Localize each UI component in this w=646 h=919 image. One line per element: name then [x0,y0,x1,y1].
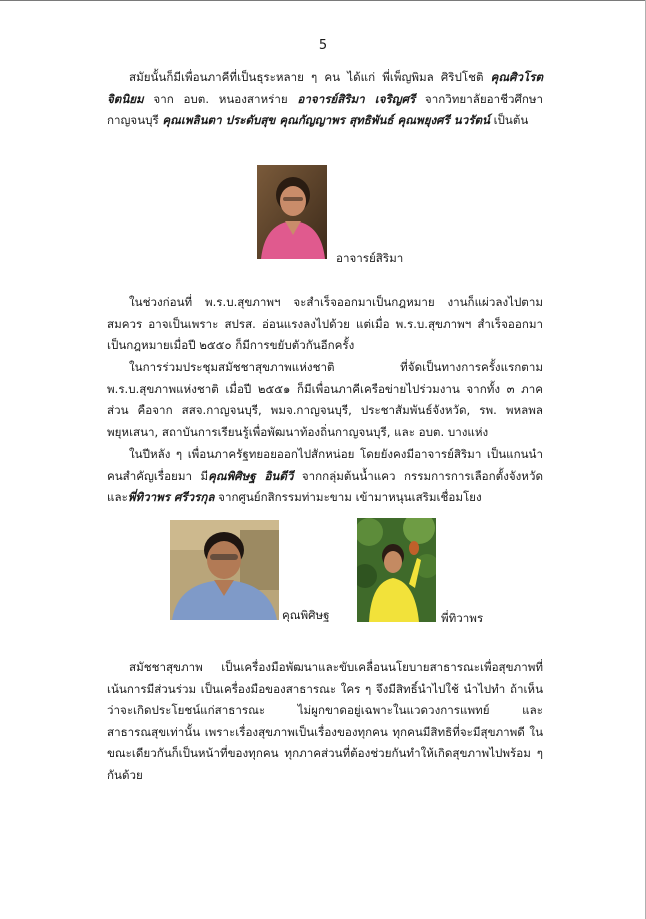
paragraph-2: ในช่วงก่อนที่ พ.ร.บ.สุขภาพฯ จะสำเร็จออกมาเป็นกฎหมาย งานก็แผ่วลงไปตามสมควร อาจเป็นเพราะ สปรส. อ่อนแรงลงไปด้วย แต่เมื่อ พ.ร.บ.สุขภาพฯ สำเร็จออกมาเป็นกฎหมายเมื่อปี ๒๕๕๐ ก็มีการขยับตัวกันอีกครั้ง [107,295,543,352]
name-tiwaporn: พี่ทิวาพร ศรีวรกุล [127,490,215,504]
photo-tiwaporn [357,518,436,622]
photo-sirima-caption: อาจารย์สิริมา [336,251,404,265]
name-sivaroj: คุณศิวโรต จิตนิยม [107,70,543,106]
photo-sirima [257,165,327,259]
photo-pisit [170,520,279,620]
paragraph-4: ในปีหลัง ๆ เพื่อนภาครัฐทยอยออกไปสักหน่อย โดยยังคงมีอาจารย์สิริมา เป็นแกนนำคนสำคัญเรื่อยมา มีคุณพิศิษฐ อินดีวี จากกลุ่มต้นน้ำแคว กรรมการการเลือกตั้งจังหวัด และพี่ทิวาพร ศรีวรกุล จากศูนย์กสิกรรมท่ามะขาม เข้ามาหนุนเสริมเชื่อมโยง [107,447,543,504]
paragraph-5: สมัชชาสุขภาพ เป็นเครื่องมือพัฒนาและขับเคลื่อนนโยบายสาธารณะเพื่อสุขภาพที่เน้นการมีส่วนร่วม เป็นเครื่องมือของสาธารณะ ใคร ๆ จึงมีสิทธิ์นำไปใช้ นำไปทำ ถ้าเห็นว่าจะเกิดประโยชน์แก่สาธารณะ ไม่ผูกขาดอยู่เฉพาะในแวดวงการแพทย์ และสาธารณสุขเท่านั้น เพราะเรื่องสุขภาพเป็นเรื่องของทุกคน ทุกคนมีสิทธิที่จะมีสุขภาพดี ในขณะเดียวกันก็เป็นหน้าที่ของทุกคน ทุกภาคส่วนที่ต้องช่วยกันทำให้เกิดสุขภาพไปพร้อม ๆ กันด้วย [107,660,543,782]
page-number: 5 [318,38,328,53]
paragraph-1: สมัยนั้นก็มีเพื่อนภาคีที่เป็นธุระหลาย ๆ คน ได้แก่ พี่เพ็ญพิมล ศิริปโชติ คุณศิวโรต จิตนิยม จาก อบต. หนองสาหร่าย อาจารย์สิริมา เจริญศรี จากวิทยาลัยอาชีวศึกษากาญจนบุรี คุณเพลินตา ประดับสุข คุณกัญญาพร สุทธิพันธ์ คุณพยุงศรี นวรัตน์ เป็นต้น [107,70,543,127]
paragraph-3: ในการร่วมประชุมสมัชชาสุขภาพแห่งชาติ ที่จัดเป็นทางการครั้งแรกตาม พ.ร.บ.สุขภาพแห่งชาติ เมื่อปี ๒๕๕๑ ก็มีเพื่อนภาคีเครือข่ายไปร่วมงาน จากทั้ง ๓ ภาคส่วน คือจาก สสจ.กาญจนบุรี, พมจ.กาญจนบุรี, ประชาสัมพันธ์จังหวัด, รพ. พหลพลพยุหเสนา, สถาบันการเรียนรู้เพื่อพัฒนาท้องถิ่นกาญจนบุรี, และ อบต. บางแห่ง [107,360,543,439]
name-pisit: คุณพิศิษฐ อินดีวี [208,468,294,483]
photo-tiwaporn-caption: พี่ทิวาพร [441,611,484,625]
name-sirima: อาจารย์สิริมา เจริญศรี [297,91,416,106]
page-top-border [0,0,646,1]
photo-pisit-caption: คุณพิศิษฐ [282,608,330,622]
names-group: คุณเพลินตา ประดับสุข คุณกัญญาพร สุทธิพันธ์ คุณพยุงศรี นวรัตน์ [162,113,490,127]
